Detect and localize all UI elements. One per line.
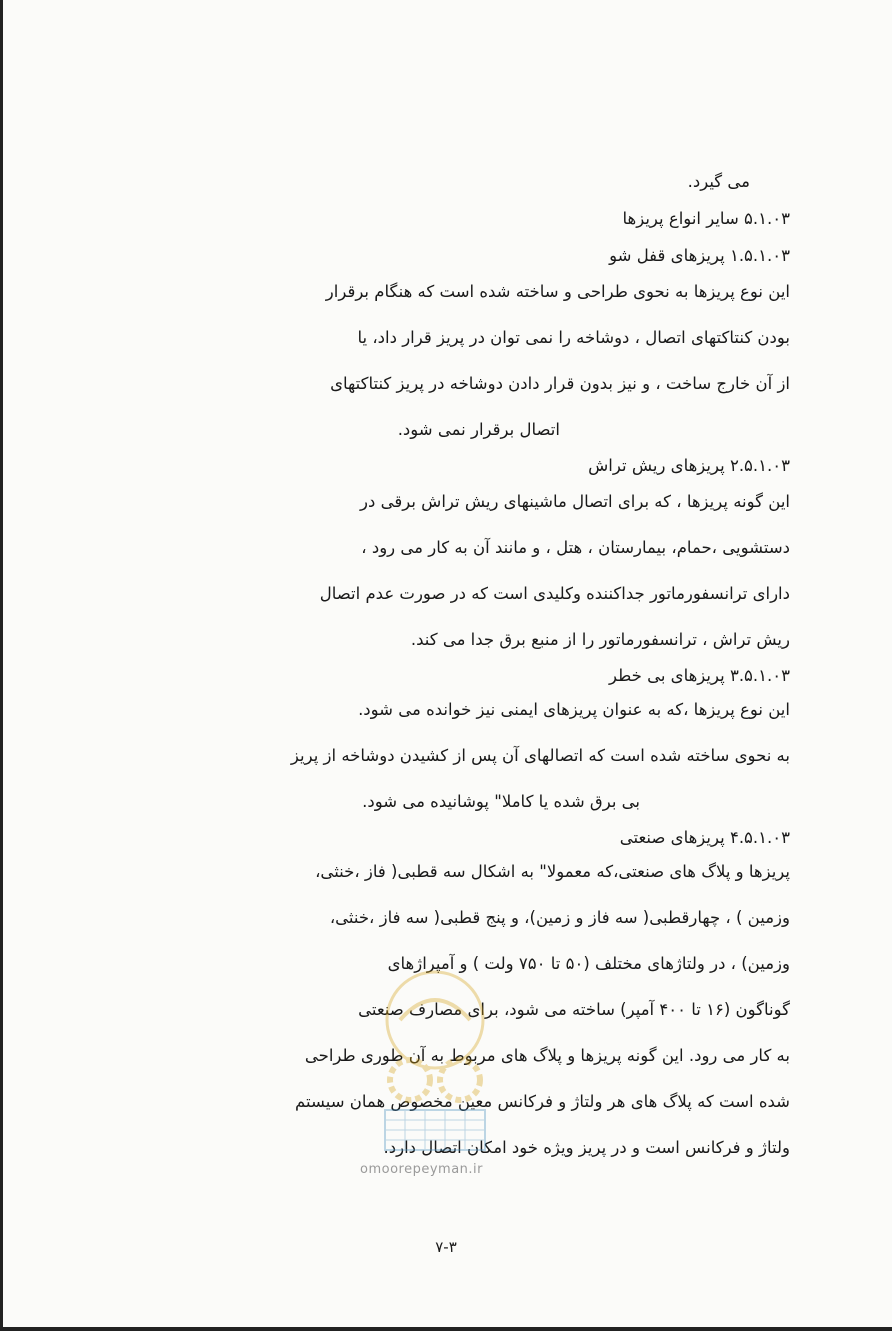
subsection-3-line-1: این نوع پریزها ،که به عنوان پریزهای ایمنی نیز خوانده می شود. (358, 700, 790, 719)
scan-edge-bottom (0, 1327, 892, 1331)
subsection-4-line-6: شده است که پلاگ های هر ولتاژ و فرکانس معین مخصوص همان سیستم (295, 1092, 790, 1111)
subsection-4-line-7: ولتاژ و فرکانس است و در پریز ویژه خود امکان اتصال دارد. (383, 1138, 790, 1157)
subsection-4-line-1: پریزها و پلاگ های صنعتی،که معمولا" به اشکال سه قطبی( فاز ،خنثی، (315, 862, 790, 881)
subsection-heading-4: ۴.۵.۱.۰۳ پریزهای صنعتی (619, 828, 790, 847)
scan-edge-left (0, 0, 3, 1331)
subsection-2-line-3: دارای ترانسفورماتور جداکننده وکلیدی است که در صورت عدم اتصال (319, 584, 790, 603)
intro-line: می گیرد. (687, 172, 750, 191)
subsection-1-line-1: این نوع پریزها به نحوی طراحی و ساخته شده است که هنگام برقرار (325, 282, 790, 301)
subsection-heading-2: ۲.۵.۱.۰۳ پریزهای ریش تراش (588, 456, 790, 475)
subsection-1-line-3: از آن خارج ساخت ، و نیز بدون قرار دادن دوشاخه در پریز کنتاکتهای (330, 374, 790, 393)
subsection-3-line-3: بی برق شده یا کاملا" پوشانیده می شود. (362, 792, 640, 811)
subsection-heading-1: ۱.۵.۱.۰۳ پریزهای قفل شو (609, 246, 790, 265)
watermark-text: omoorepeyman.ir (360, 1162, 483, 1177)
subsection-2-line-1: این گونه پریزها ، که برای اتصال ماشینهای ریش تراش برقی در (360, 492, 790, 511)
subsection-1-line-2: بودن کنتاکتهای اتصال ، دوشاخه را نمی توان در پریز قرار داد، یا (357, 328, 790, 347)
subsection-4-line-2: وزمین ) ، چهارقطبی( سه فاز و زمین)، و پنج قطبی( سه فاز ،خنثی، (329, 908, 790, 927)
subsection-heading-3: ۳.۵.۱.۰۳ پریزهای بی خطر (608, 666, 790, 685)
section-heading: ۵.۱.۰۳ سایر انواع پریزها (622, 209, 790, 228)
subsection-3-line-2: به نحوی ساخته شده است که اتصالهای آن پس از کشیدن دوشاخه از پریز (290, 746, 790, 765)
subsection-4-line-5: به کار می رود. این گونه پریزها و پلاگ های مربوط به آن طوری طراحی (304, 1046, 790, 1065)
subsection-2-line-4: ریش تراش ، ترانسفورماتور را از منبع برق جدا می کند. (410, 630, 790, 649)
document-body (90, 170, 790, 1182)
subsection-4-line-3: وزمین) ، در ولتاژهای مختلف (۵۰ تا ۷۵۰ ولت ) و آمپراژهای (387, 954, 790, 973)
subsection-1-line-4: اتصال برقرار نمی شود. (397, 420, 560, 439)
page-number: ۷-۳ (435, 1238, 457, 1256)
subsection-2-line-2: دستشویی ،حمام، بیمارستان ، هتل ، و مانند آن به کار می رود ، (361, 538, 790, 557)
subsection-4-line-4: گوناگون (۱۶ تا ۴۰۰ آمپر) ساخته می شود، برای مصارف صنعتی (358, 1000, 790, 1019)
